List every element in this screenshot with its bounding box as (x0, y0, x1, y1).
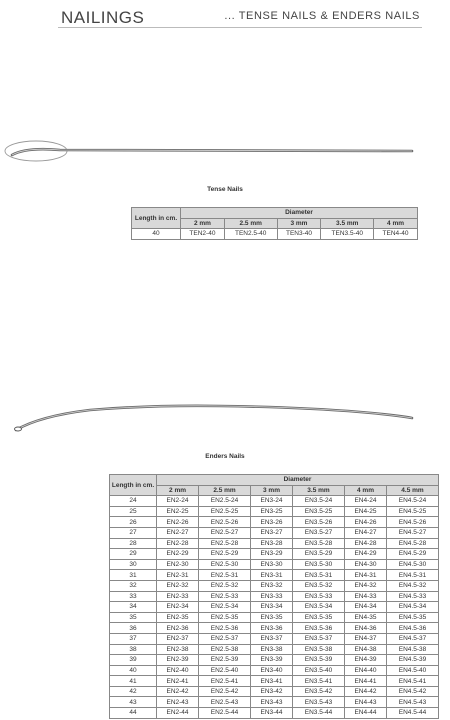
product-code-cell: TEN2-40 (181, 229, 225, 240)
enders-caption: Enders Nails (205, 453, 245, 460)
product-code-cell: EN3.5-28 (293, 538, 345, 549)
product-code-cell: EN4.5-24 (387, 496, 439, 507)
length-cell: 34 (110, 602, 157, 613)
table-row (110, 697, 439, 708)
product-code-cell: EN3-30 (250, 559, 292, 570)
product-code-cell: EN4.5-25 (387, 506, 439, 517)
product-code-cell: EN3-39 (250, 655, 292, 666)
product-code-cell: EN4-40 (344, 665, 386, 676)
diameter-column-header: 2.5 mm (224, 218, 277, 229)
length-cell: 27 (110, 527, 157, 538)
product-code-cell: EN3-31 (250, 570, 292, 581)
product-code-cell: EN4-27 (344, 527, 386, 538)
product-code-cell: EN3.5-43 (293, 697, 345, 708)
product-code-cell: EN2-35 (157, 612, 199, 623)
table-row (110, 559, 439, 570)
product-code-cell: EN3.5-44 (293, 708, 345, 719)
enders-nails-table (109, 474, 439, 719)
product-code-cell: EN3.5-24 (293, 496, 345, 507)
product-code-cell: EN4.5-34 (387, 602, 439, 613)
enders-nail-image (0, 392, 450, 437)
product-code-cell: EN3.5-37 (293, 633, 345, 644)
product-code-cell: EN4-41 (344, 676, 386, 687)
table-row (110, 570, 439, 581)
product-code-cell: EN2.5-40 (199, 665, 251, 676)
length-cell: 31 (110, 570, 157, 581)
table-row (110, 708, 439, 719)
product-code-cell: EN3.5-42 (293, 686, 345, 697)
table-row (110, 506, 439, 517)
product-code-cell: EN2.5-37 (199, 633, 251, 644)
product-code-cell: EN4.5-32 (387, 580, 439, 591)
product-code-cell: EN3.5-35 (293, 612, 345, 623)
table-row (110, 655, 439, 666)
product-code-cell: EN2-29 (157, 549, 199, 560)
product-code-cell: EN2-27 (157, 527, 199, 538)
product-code-cell: EN3-24 (250, 496, 292, 507)
table-row (110, 612, 439, 623)
product-code-cell: TEN2.5-40 (224, 229, 277, 240)
product-code-cell: EN3.5-26 (293, 517, 345, 528)
product-code-cell: EN2.5-44 (199, 708, 251, 719)
diameter-column-header: 2.5 mm (199, 485, 251, 496)
product-code-cell: EN3-36 (250, 623, 292, 634)
product-code-cell: EN3-43 (250, 697, 292, 708)
product-code-cell: EN3-27 (250, 527, 292, 538)
product-code-cell: EN4-24 (344, 496, 386, 507)
product-code-cell: EN3-42 (250, 686, 292, 697)
table-row (110, 527, 439, 538)
product-code-cell: EN4.5-26 (387, 517, 439, 528)
product-code-cell: EN4.5-30 (387, 559, 439, 570)
product-code-cell: EN2-39 (157, 655, 199, 666)
length-cell: 40 (132, 229, 181, 240)
length-cell: 33 (110, 591, 157, 602)
tense-nails-table (131, 207, 418, 240)
diameter-column-header: 4.5 mm (387, 485, 439, 496)
product-code-cell: EN3-34 (250, 602, 292, 613)
length-cell: 39 (110, 655, 157, 666)
product-code-cell: EN4-32 (344, 580, 386, 591)
table-row (110, 644, 439, 655)
product-code-cell: EN2-30 (157, 559, 199, 570)
table-row (132, 229, 418, 240)
product-code-cell: EN3.5-27 (293, 527, 345, 538)
diameter-column-header: 4 mm (374, 218, 418, 229)
product-code-cell: EN4.5-43 (387, 697, 439, 708)
product-code-cell: EN3-26 (250, 517, 292, 528)
page-subtitle: ... TENSE NAILS & ENDERS NAILS (224, 10, 420, 22)
length-cell: 38 (110, 644, 157, 655)
product-code-cell: EN4.5-33 (387, 591, 439, 602)
diameter-column-header: 2 mm (181, 218, 225, 229)
product-code-cell: EN2.5-36 (199, 623, 251, 634)
diameter-column-header: 3 mm (250, 485, 292, 496)
diameter-column-header: 3.5 mm (293, 485, 345, 496)
product-code-cell: EN4-39 (344, 655, 386, 666)
length-cell: 37 (110, 633, 157, 644)
product-code-cell: EN2-26 (157, 517, 199, 528)
product-code-cell: EN2.5-27 (199, 527, 251, 538)
product-code-cell: EN2-40 (157, 665, 199, 676)
length-cell: 41 (110, 676, 157, 687)
product-code-cell: EN4.5-42 (387, 686, 439, 697)
product-code-cell: EN4.5-39 (387, 655, 439, 666)
product-code-cell: EN2-37 (157, 633, 199, 644)
length-cell: 44 (110, 708, 157, 719)
length-cell: 25 (110, 506, 157, 517)
product-code-cell: EN2-33 (157, 591, 199, 602)
product-code-cell: EN3.5-38 (293, 644, 345, 655)
product-code-cell: EN3-44 (250, 708, 292, 719)
product-code-cell: EN3.5-36 (293, 623, 345, 634)
product-code-cell: EN4-36 (344, 623, 386, 634)
length-cell: 43 (110, 697, 157, 708)
product-code-cell: EN2.5-39 (199, 655, 251, 666)
product-code-cell: EN3-32 (250, 580, 292, 591)
product-code-cell: EN2-25 (157, 506, 199, 517)
table-row (110, 676, 439, 687)
diameter-header: Diameter (181, 208, 418, 219)
product-code-cell: EN2-28 (157, 538, 199, 549)
product-code-cell: EN3-25 (250, 506, 292, 517)
diameter-column-header: 4 mm (344, 485, 386, 496)
product-code-cell: EN2.5-28 (199, 538, 251, 549)
table-row (110, 686, 439, 697)
product-code-cell: EN3-28 (250, 538, 292, 549)
length-cell: 24 (110, 496, 157, 507)
product-code-cell: EN3.5-33 (293, 591, 345, 602)
product-code-cell: EN3-40 (250, 665, 292, 676)
length-cell: 30 (110, 559, 157, 570)
product-code-cell: EN3.5-39 (293, 655, 345, 666)
table-row (110, 580, 439, 591)
product-code-cell: EN4.5-31 (387, 570, 439, 581)
product-code-cell: EN2-43 (157, 697, 199, 708)
product-code-cell: EN4.5-37 (387, 633, 439, 644)
product-code-cell: EN4-29 (344, 549, 386, 560)
length-cell: 26 (110, 517, 157, 528)
product-code-cell: EN2.5-33 (199, 591, 251, 602)
diameter-column-header: 2 mm (157, 485, 199, 496)
product-code-cell: EN4-30 (344, 559, 386, 570)
product-code-cell: EN2.5-25 (199, 506, 251, 517)
product-code-cell: EN4.5-44 (387, 708, 439, 719)
product-code-cell: EN4-35 (344, 612, 386, 623)
length-cell: 29 (110, 549, 157, 560)
table-row (110, 623, 439, 634)
product-code-cell: EN3.5-34 (293, 602, 345, 613)
product-code-cell: EN2-34 (157, 602, 199, 613)
product-code-cell: TEN4-40 (374, 229, 418, 240)
product-code-cell: EN4.5-28 (387, 538, 439, 549)
table-row (110, 633, 439, 644)
tense-nail-image (0, 135, 450, 175)
product-code-cell: TEN3.5-40 (321, 229, 374, 240)
product-code-cell: EN4-37 (344, 633, 386, 644)
length-cell: 32 (110, 580, 157, 591)
product-code-cell: EN2.5-32 (199, 580, 251, 591)
table-row (110, 665, 439, 676)
product-code-cell: EN2-32 (157, 580, 199, 591)
product-code-cell: EN2-38 (157, 644, 199, 655)
product-code-cell: EN2.5-26 (199, 517, 251, 528)
product-code-cell: EN2-24 (157, 496, 199, 507)
product-code-cell: EN2.5-31 (199, 570, 251, 581)
product-code-cell: EN3-37 (250, 633, 292, 644)
diameter-column-header: 3 mm (277, 218, 321, 229)
table-row (110, 591, 439, 602)
length-cell: 40 (110, 665, 157, 676)
product-code-cell: TEN3-40 (277, 229, 321, 240)
product-code-cell: EN4.5-38 (387, 644, 439, 655)
product-code-cell: EN2.5-29 (199, 549, 251, 560)
table-row (110, 602, 439, 613)
diameter-column-header: 3.5 mm (321, 218, 374, 229)
product-code-cell: EN2.5-43 (199, 697, 251, 708)
product-code-cell: EN4-38 (344, 644, 386, 655)
product-code-cell: EN2-42 (157, 686, 199, 697)
product-code-cell: EN3.5-25 (293, 506, 345, 517)
length-cell: 42 (110, 686, 157, 697)
product-code-cell: EN3.5-41 (293, 676, 345, 687)
product-code-cell: EN3-29 (250, 549, 292, 560)
product-code-cell: EN4.5-27 (387, 527, 439, 538)
product-code-cell: EN3.5-30 (293, 559, 345, 570)
product-code-cell: EN2.5-35 (199, 612, 251, 623)
product-code-cell: EN4-42 (344, 686, 386, 697)
product-code-cell: EN4-28 (344, 538, 386, 549)
product-code-cell: EN4-34 (344, 602, 386, 613)
page-title: NAILINGS (61, 8, 145, 27)
product-code-cell: EN2-31 (157, 570, 199, 581)
product-code-cell: EN4-33 (344, 591, 386, 602)
table-row (110, 549, 439, 560)
table-row (110, 496, 439, 507)
length-cell: 35 (110, 612, 157, 623)
header-divider (58, 27, 422, 28)
length-cell: 28 (110, 538, 157, 549)
product-code-cell: EN4.5-40 (387, 665, 439, 676)
product-code-cell: EN3-35 (250, 612, 292, 623)
product-code-cell: EN3-38 (250, 644, 292, 655)
diameter-header: Diameter (157, 475, 439, 486)
product-code-cell: EN4-44 (344, 708, 386, 719)
product-code-cell: EN3.5-32 (293, 580, 345, 591)
product-code-cell: EN3.5-40 (293, 665, 345, 676)
product-code-cell: EN3-41 (250, 676, 292, 687)
product-code-cell: EN3-33 (250, 591, 292, 602)
table-row (110, 517, 439, 528)
product-code-cell: EN2.5-42 (199, 686, 251, 697)
table-row (110, 538, 439, 549)
product-code-cell: EN2.5-30 (199, 559, 251, 570)
product-code-cell: EN4-31 (344, 570, 386, 581)
product-code-cell: EN2-41 (157, 676, 199, 687)
product-code-cell: EN4-43 (344, 697, 386, 708)
product-code-cell: EN4-26 (344, 517, 386, 528)
product-code-cell: EN4.5-36 (387, 623, 439, 634)
length-cell: 36 (110, 623, 157, 634)
tense-caption: Tense Nails (207, 186, 243, 193)
length-header: Length in cm. (132, 208, 181, 229)
product-code-cell: EN4.5-35 (387, 612, 439, 623)
product-code-cell: EN2.5-41 (199, 676, 251, 687)
product-code-cell: EN2.5-38 (199, 644, 251, 655)
product-code-cell: EN2.5-34 (199, 602, 251, 613)
product-code-cell: EN2-44 (157, 708, 199, 719)
product-code-cell: EN4.5-29 (387, 549, 439, 560)
product-code-cell: EN4.5-41 (387, 676, 439, 687)
product-code-cell: EN2-36 (157, 623, 199, 634)
product-code-cell: EN3.5-31 (293, 570, 345, 581)
product-code-cell: EN4-25 (344, 506, 386, 517)
length-header: Length in cm. (110, 475, 157, 496)
product-code-cell: EN3.5-29 (293, 549, 345, 560)
product-code-cell: EN2.5-24 (199, 496, 251, 507)
